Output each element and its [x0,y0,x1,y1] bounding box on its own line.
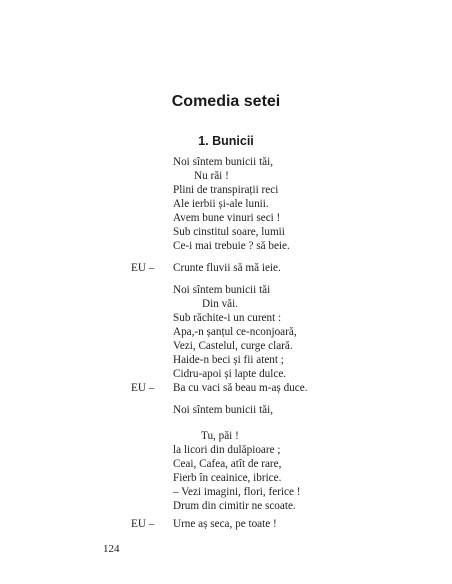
poem-line: Ale ierbii și-ale lunii. [173,198,269,210]
poem-line: Crunte fluvii să mă ieie. [173,262,281,274]
poem-line: Sub răchite-i un curent : [173,312,282,324]
speaker-label: EU – [131,382,155,394]
poem-line: Haide-n beci și fii atent ; [173,354,284,366]
page-number: 124 [103,543,120,555]
poem-line: Sub cinstitul soare, lumii [173,226,285,238]
poem-line: Vezi, Castelul, curge clară. [173,340,293,352]
poem-line: Avem bune vinuri seci ! [173,212,281,224]
poem-line: Fierb în ceainice, ibrice. [173,472,282,484]
poem-line: Cidru-apoi și lapte dulce. [173,368,287,380]
poem-line: – Vezi imagini, flori, ferice ! [173,486,301,498]
poem-line: Noi sîntem bunicii tăi [173,284,271,296]
poem-line: Noi sîntem bunicii tăi, [173,156,274,168]
poem-line: Plini de transpirații reci [173,184,279,196]
poem-line: Noi sîntem bunicii tăi, [173,404,274,416]
poem-line: Ce-i mai trebuie ? să beie. [173,240,290,252]
poem-line: Ba cu vaci să beau m-aș duce. [173,382,308,394]
speaker-label: EU – [131,262,155,274]
poem-title: Comedia setei [171,93,281,110]
section-title: 1. Bunicii [198,134,254,148]
poem-line: Nu răi ! [194,170,229,182]
speaker-label: EU – [131,518,155,530]
poem-line: Urne aș seca, pe toate ! [173,518,277,530]
poem-line: la licori din dulăpioare ; [173,444,281,456]
poem-line: Ceai, Cafea, atît de rare, [173,458,282,470]
poem-line: Tu, păi ! [201,430,239,442]
poem-line: Apa,-n șanțul ce-nconjoară, [173,326,297,338]
poem-line: Drum din cimitir ne scoate. [173,500,296,512]
poem-line: Din văi. [202,298,239,310]
